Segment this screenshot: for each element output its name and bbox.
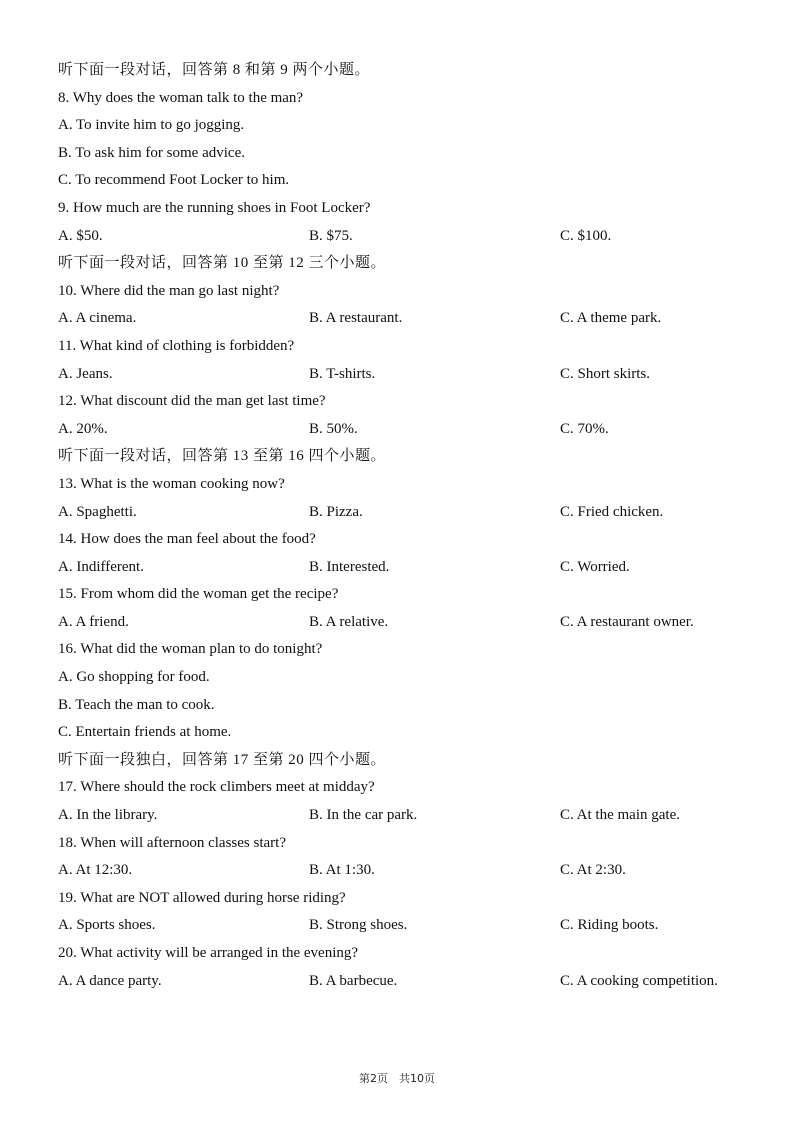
option-line: B. Teach the man to cook. xyxy=(58,696,215,713)
question-text: 20. What activity will be arranged in the evening? xyxy=(58,945,359,961)
option-line: A. To invite him to go jogging. xyxy=(58,117,245,134)
option-b: B. Pizza. xyxy=(309,503,363,520)
option-a: A. Indifferent. xyxy=(58,558,144,575)
option-row xyxy=(58,912,758,940)
option-c: C. A restaurant owner. xyxy=(560,613,694,630)
question-text: 13. What is the woman cooking now? xyxy=(58,475,285,492)
question-text: 9. How much are the running shoes in Foot Locker? xyxy=(58,199,371,216)
question-text: 10. Where did the man go last night? xyxy=(58,282,280,299)
option-row xyxy=(58,361,758,389)
option-line: C. To recommend Foot Locker to him. xyxy=(58,172,290,189)
option-a: A. $50. xyxy=(58,227,103,244)
option-b: B. A barbecue. xyxy=(309,972,398,989)
option-row xyxy=(58,223,758,251)
option-b: B. Strong shoes. xyxy=(309,917,408,934)
section-instruction: 听下面一段对话，回答第 10 至第 12 三个小题。 xyxy=(58,255,387,272)
option-a: A. 20%. xyxy=(58,420,108,437)
question-text: 18. When will afternoon classes start? xyxy=(58,834,286,851)
option-a: A. Spaghetti. xyxy=(58,503,137,520)
option-a: A. Sports shoes. xyxy=(58,917,156,934)
option-b: B. A relative. xyxy=(309,613,389,630)
option-c: C. At the main gate. xyxy=(560,807,680,824)
option-c: C. At 2:30. xyxy=(560,862,626,879)
option-b: B. $75. xyxy=(309,227,353,244)
option-a: A. A friend. xyxy=(58,613,129,630)
option-c: C. $100. xyxy=(560,227,612,244)
option-row xyxy=(58,499,758,527)
exam-page-content xyxy=(58,57,758,995)
question-text: 11. What kind of clothing is forbidden? xyxy=(58,337,295,354)
option-row xyxy=(58,416,758,444)
option-line: C. Entertain friends at home. xyxy=(58,724,232,741)
option-a: A. A cinema. xyxy=(58,310,137,327)
option-b: B. T-shirts. xyxy=(309,365,376,382)
option-c: C. 70%. xyxy=(560,420,609,437)
option-row xyxy=(58,554,758,582)
option-b: B. A restaurant. xyxy=(309,310,403,327)
option-c: C. Short skirts. xyxy=(560,365,651,382)
option-c: C. Worried. xyxy=(560,558,630,575)
question-text: 19. What are NOT allowed during horse riding? xyxy=(58,889,346,906)
option-a: A. Jeans. xyxy=(58,365,113,382)
option-a: A. At 12:30. xyxy=(58,862,133,879)
option-a: A. A dance party. xyxy=(58,972,162,989)
question-text: 14. How does the man feel about the food? xyxy=(58,531,316,548)
question-text: 17. Where should the rock climbers meet at midday? xyxy=(58,779,375,796)
option-row xyxy=(58,968,758,996)
option-b: B. At 1:30. xyxy=(309,862,375,879)
question-text: 8. Why does the woman talk to the man? xyxy=(58,89,304,106)
option-line: A. Go shopping for food. xyxy=(58,669,210,686)
option-c: C. A cooking competition. xyxy=(560,972,718,989)
section-instruction: 听下面一段独白，回答第 17 至第 20 四个小题。 xyxy=(58,751,387,768)
option-line: B. To ask him for some advice. xyxy=(58,144,245,161)
option-b: B. In the car park. xyxy=(309,807,418,824)
option-row xyxy=(58,609,758,637)
question-text: 15. From whom did the woman get the recipe? xyxy=(58,586,339,603)
page-footer: 第2页 共10页 xyxy=(359,1072,435,1085)
option-b: B. Interested. xyxy=(309,558,390,575)
option-a: A. In the library. xyxy=(58,807,158,824)
option-c: C. Riding boots. xyxy=(560,917,659,934)
section-instruction: 听下面一段对话，回答第 13 至第 16 四个小题。 xyxy=(58,448,387,465)
option-row xyxy=(58,305,758,333)
option-c: C. Fried chicken. xyxy=(560,503,664,520)
question-text: 12. What discount did the man get last time? xyxy=(58,393,326,410)
option-row xyxy=(58,857,758,885)
question-text: 16. What did the woman plan to do tonight? xyxy=(58,641,323,658)
option-b: B. 50%. xyxy=(309,420,358,437)
option-c: C. A theme park. xyxy=(560,310,662,327)
option-row xyxy=(58,802,758,830)
section-instruction: 听下面一段对话，回答第 8 和第 9 两个小题。 xyxy=(58,62,371,78)
